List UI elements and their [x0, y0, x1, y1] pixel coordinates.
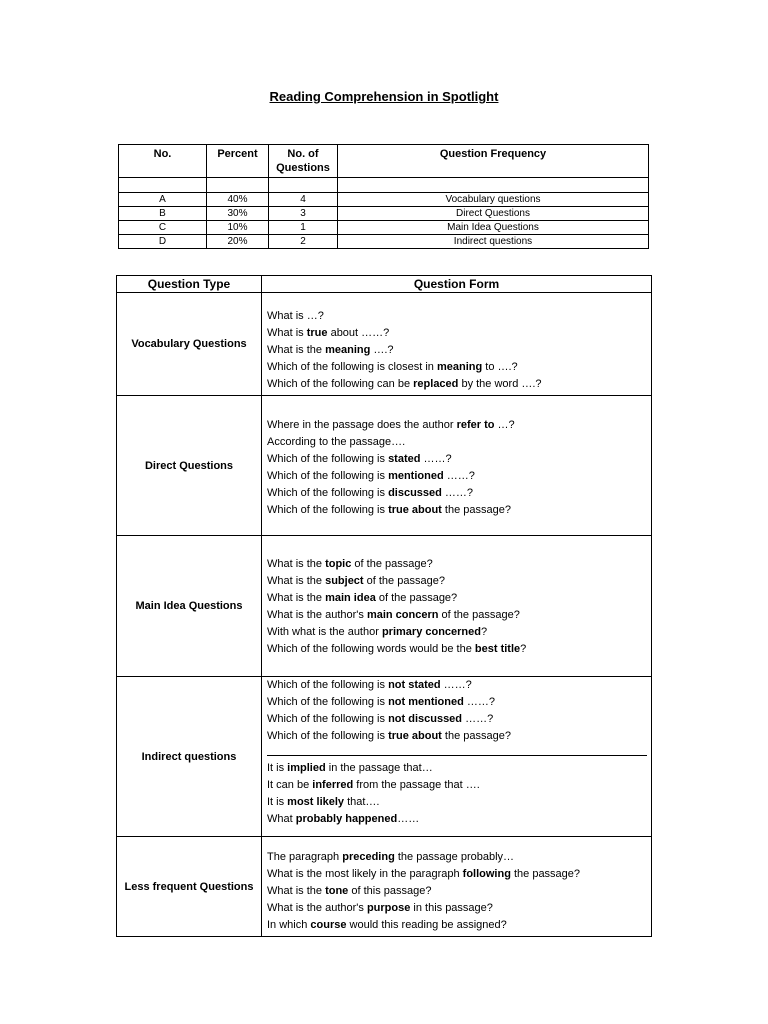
question-form-line — [267, 590, 651, 607]
question-text: Which of the following is — [267, 713, 389, 725]
question-text: What is — [267, 327, 307, 339]
table-row — [117, 677, 652, 837]
question-form-line — [267, 376, 651, 393]
question-text: It is — [267, 796, 288, 808]
row-count: 3 — [269, 207, 338, 221]
header-count: No. of Questions — [269, 145, 338, 178]
header-no: No. — [119, 145, 207, 178]
question-text: of the passage? — [438, 609, 520, 621]
table-row — [119, 207, 649, 221]
question-text: What is the most likely in the paragraph — [267, 868, 463, 880]
keyword-text: best title — [474, 643, 521, 655]
question-text: What is the — [267, 885, 326, 897]
question-form-line — [267, 308, 651, 325]
question-form-line — [267, 728, 651, 745]
question-text: ……? — [463, 696, 496, 708]
question-type-cell: Direct Questions — [117, 396, 262, 536]
row-count: 2 — [269, 235, 338, 249]
header-percent: Percent — [207, 145, 269, 178]
question-form-line — [267, 883, 651, 900]
keyword-text: following — [462, 868, 511, 880]
row-no: B — [119, 207, 207, 221]
question-type-cell: Indirect questions — [117, 677, 262, 837]
header-question-form: Question Form — [262, 276, 652, 293]
header-question-type: Question Type — [117, 276, 262, 293]
keyword-text: true — [306, 327, 328, 339]
question-text: Which of the following is — [267, 504, 389, 516]
question-form-line — [267, 556, 651, 573]
question-forms-table — [116, 275, 652, 937]
question-form-line — [267, 573, 651, 590]
question-form-line — [267, 434, 651, 451]
question-text: from the passage that …. — [353, 779, 480, 791]
question-form-line — [267, 342, 651, 359]
question-text: What is the — [267, 592, 326, 604]
question-text: by the word ….? — [458, 378, 542, 390]
question-type-cell: Less frequent Questions — [117, 837, 262, 937]
keyword-text: replaced — [413, 378, 459, 390]
question-form-line — [267, 777, 651, 794]
question-form-cell — [262, 677, 652, 837]
keyword-text: refer to — [456, 419, 495, 431]
question-text: With what is the author — [267, 626, 382, 638]
question-text: …? — [494, 419, 515, 431]
row-frequency: Indirect questions — [338, 235, 649, 249]
question-form-line — [267, 359, 651, 376]
question-text: in this passage? — [410, 902, 493, 914]
row-percent: 20% — [207, 235, 269, 249]
question-form-line — [267, 917, 651, 934]
question-form-cell — [262, 536, 652, 677]
row-percent: 30% — [207, 207, 269, 221]
keyword-text: inferred — [312, 779, 354, 791]
question-form-line — [267, 900, 651, 917]
forms-header-row — [117, 276, 652, 293]
question-text: Which of the following can be — [267, 378, 414, 390]
question-text: It is — [267, 762, 288, 774]
keyword-text: probably happened — [295, 813, 398, 825]
question-text: in the passage that… — [325, 762, 433, 774]
keyword-text: preceding — [342, 851, 395, 863]
question-text: What — [267, 813, 296, 825]
keyword-text: true about — [388, 504, 442, 516]
question-text: What is the — [267, 558, 326, 570]
question-text: What is the author's — [267, 902, 367, 914]
question-text: ……? — [441, 487, 474, 499]
row-frequency: Direct Questions — [338, 207, 649, 221]
question-text: about ……? — [327, 327, 390, 339]
keyword-text: purpose — [366, 902, 411, 914]
question-form-line — [267, 677, 651, 694]
question-text: ? — [520, 643, 527, 655]
question-text: It can be — [267, 779, 313, 791]
question-form-line — [267, 468, 651, 485]
keyword-text: meaning — [325, 344, 371, 356]
question-text: What is the — [267, 575, 326, 587]
question-text: Which of the following is — [267, 453, 389, 465]
question-form-cell — [262, 396, 652, 536]
question-text: ……? — [462, 713, 494, 725]
row-percent: 40% — [207, 193, 269, 207]
question-form-line — [267, 866, 651, 883]
keyword-text: subject — [325, 575, 364, 587]
table-row — [119, 221, 649, 235]
row-count: 1 — [269, 221, 338, 235]
keyword-text: primary concerned — [381, 626, 481, 638]
row-count: 4 — [269, 193, 338, 207]
question-text: Which of the following words would be the — [267, 643, 475, 655]
question-text: of the passage? — [363, 575, 445, 587]
keyword-text: tone — [325, 885, 349, 897]
question-form-line — [267, 485, 651, 502]
row-percent: 10% — [207, 221, 269, 235]
question-text: What is the author's — [267, 609, 367, 621]
question-text: of the passage? — [375, 592, 458, 604]
question-text: ……? — [440, 679, 472, 691]
question-text: of the passage? — [351, 558, 433, 570]
question-form-line — [267, 417, 651, 434]
question-form-line — [267, 451, 651, 468]
keyword-text: not stated — [388, 679, 441, 691]
question-text: Which of the following is — [267, 696, 389, 708]
keyword-text: main concern — [366, 609, 439, 621]
question-text: the passage? — [441, 730, 511, 742]
question-form-line — [267, 325, 651, 342]
question-text: of this passage? — [348, 885, 432, 897]
question-form-line — [267, 760, 651, 777]
question-form-cell — [262, 837, 652, 937]
keyword-text: most likely — [287, 796, 345, 808]
keyword-text: not mentioned — [388, 696, 464, 708]
question-form-line — [267, 811, 651, 828]
question-text: What is …? — [267, 310, 324, 322]
row-no: C — [119, 221, 207, 235]
question-form-line — [267, 794, 651, 811]
question-text: Where in the passage does the author — [267, 419, 457, 431]
frequency-header-row — [119, 145, 649, 178]
table-row — [119, 193, 649, 207]
keyword-text: discussed — [388, 487, 442, 499]
keyword-text: mentioned — [388, 470, 444, 482]
question-text: Which of the following is — [267, 730, 389, 742]
question-text: The paragraph — [267, 851, 343, 863]
question-form-line — [267, 624, 651, 641]
keyword-text: meaning — [436, 361, 483, 373]
keyword-text: main idea — [325, 592, 376, 604]
question-text: to ….? — [482, 361, 518, 373]
question-text: that…. — [344, 796, 380, 808]
table-row — [117, 536, 652, 677]
row-frequency: Main Idea Questions — [338, 221, 649, 235]
keyword-text: true about — [388, 730, 442, 742]
divider — [267, 755, 647, 756]
table-row — [119, 235, 649, 249]
question-text: According to the passage…. — [267, 436, 406, 448]
blank-row — [119, 178, 649, 193]
page-title: Reading Comprehension in Spotlight — [269, 89, 499, 104]
question-text: ……? — [443, 470, 475, 482]
question-form-line — [267, 502, 651, 519]
table-row — [117, 837, 652, 937]
frequency-table — [118, 144, 649, 249]
question-text: Which of the following is closest in — [267, 361, 437, 373]
keyword-text: topic — [325, 558, 352, 570]
question-text: Which of the following is — [267, 679, 389, 691]
question-text: ….? — [370, 344, 394, 356]
question-form-line — [267, 694, 651, 711]
question-form-line — [267, 607, 651, 624]
question-text: the passage? — [510, 868, 581, 880]
question-text: …… — [397, 813, 420, 825]
question-form-line — [267, 641, 651, 658]
question-type-cell: Vocabulary Questions — [117, 293, 262, 396]
question-text: ……? — [420, 453, 452, 465]
question-form-line — [267, 849, 651, 866]
row-no: D — [119, 235, 207, 249]
keyword-text: stated — [388, 453, 421, 465]
keyword-text: course — [310, 919, 347, 931]
row-no: A — [119, 193, 207, 207]
question-text: the passage? — [441, 504, 511, 516]
question-text: In which — [267, 919, 311, 931]
row-frequency: Vocabulary questions — [338, 193, 649, 207]
table-row — [117, 396, 652, 536]
question-text: What is the — [267, 344, 326, 356]
header-frequency: Question Frequency — [338, 145, 649, 178]
keyword-text: not discussed — [388, 713, 463, 725]
question-text: Which of the following is — [267, 470, 389, 482]
question-form-line — [267, 711, 651, 728]
table-row — [117, 293, 652, 396]
question-text: the passage probably… — [394, 851, 515, 863]
question-text: ? — [481, 626, 488, 638]
question-type-cell: Main Idea Questions — [117, 536, 262, 677]
question-text: Which of the following is — [267, 487, 389, 499]
keyword-text: implied — [287, 762, 326, 774]
question-form-cell — [262, 293, 652, 396]
question-text: would this reading be assigned? — [346, 919, 507, 931]
